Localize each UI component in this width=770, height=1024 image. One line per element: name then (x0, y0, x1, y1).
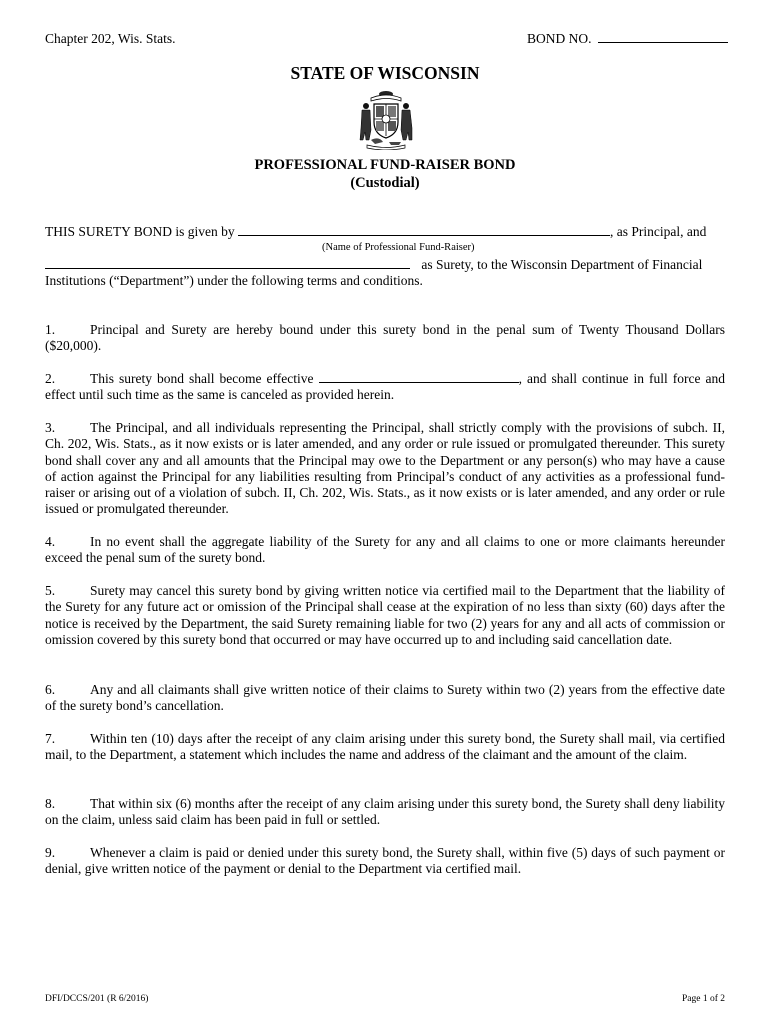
paragraph-number: 7. (45, 731, 56, 746)
paragraph-number: 6. (45, 682, 56, 697)
paragraph-text: Within ten (10) days after the receipt of any claim arising under this surety bond, the Surety shall mail, via certified mail, to the Department, a statement which includes the name and address of the claimant and the amount of the claim. (45, 731, 725, 763)
paragraph-number: 4. (45, 534, 56, 549)
form-title-block (0, 156, 770, 192)
paragraph-text-before: This surety bond shall become effective (90, 371, 314, 386)
surety-name-blank[interactable] (45, 257, 410, 269)
page-number: Page 1 of 2 (681, 994, 725, 1004)
paragraph-2 (45, 371, 725, 404)
principal-name-caption: (Name of Professional Fund-Raiser) (322, 242, 475, 253)
paragraph-text: Any and all claimants shall give written notice of their claims to Surety within two (2) years from the effective date of the surety bond’s cancellation. (45, 682, 725, 714)
bond-number-field[interactable] (527, 31, 728, 47)
paragraph-5 (45, 583, 725, 648)
form-id: DFI/DCCS/201 (R 6/2016) (45, 994, 149, 1004)
intro-line-1 (45, 224, 725, 240)
form-title: PROFESSIONAL FUND-RAISER BOND (254, 157, 516, 173)
bond-no-blank[interactable] (598, 31, 728, 43)
paragraph-3 (45, 420, 725, 518)
paragraph-text: Principal and Surety are hereby bound under this surety bond in the penal sum of Twenty Thousand Dollars ($20,000). (45, 322, 725, 354)
paragraph-9 (45, 845, 725, 878)
paragraph-1 (45, 322, 725, 355)
state-title: STATE OF WISCONSIN (290, 63, 480, 83)
paragraph-7 (45, 731, 725, 764)
paragraph-text: That within six (6) months after the receipt of any claim arising under this surety bond, the Surety shall deny liability on the claim, unless said claim has been paid in full or settled. (45, 796, 725, 828)
paragraph-text: Surety may cancel this surety bond by giving written notice via certified mail to the Department that the liability of the Surety for any future act or omission of the Principal shall cease at the expiration of no less than sixty (60) days after the notice is received by the Department, the said Surety remaining liable for two (2) years for any and all acts of commission or omission covered by this surety bond that occurred or may have occurred up to and including said cancellation date. (45, 583, 725, 647)
intro-text-2: , as Principal, and (610, 224, 707, 239)
paragraph-number: 5. (45, 583, 56, 598)
paragraph-number: 8. (45, 796, 56, 811)
intro-text-3: as Surety, to the Wisconsin Department of Financial (421, 257, 703, 272)
intro-text-1: THIS SURETY BOND is given by (45, 224, 235, 239)
principal-name-blank[interactable] (238, 224, 610, 236)
wisconsin-state-seal-icon (353, 88, 419, 150)
bond-no-label: BOND NO. (527, 31, 592, 46)
paragraph-4 (45, 534, 725, 567)
form-subtitle: (Custodial) (350, 175, 420, 191)
chapter-reference: Chapter 202, Wis. Stats. (45, 31, 176, 46)
intro-text-4: Institutions (“Department”) under the following terms and conditions. (45, 273, 423, 288)
paragraph-number: 2. (45, 371, 56, 386)
effective-date-blank[interactable] (319, 371, 519, 383)
paragraph-text-after: , and shall continue in full force and effect until such time as the same is canceled as provided herein. (45, 371, 726, 403)
paragraph-number: 9. (45, 845, 56, 860)
intro-line-2 (45, 257, 725, 273)
paragraph-number: 3. (45, 420, 56, 435)
paragraph-text: In no event shall the aggregate liability of the Surety for any and all claims to one or more claimants hereunder exceed the penal sum of the surety bond. (45, 534, 725, 566)
paragraph-number: 1. (45, 322, 56, 337)
paragraph-6 (45, 682, 725, 715)
paragraph-8 (45, 796, 725, 829)
paragraph-text: Whenever a claim is paid or denied under this surety bond, the Surety shall, within five (5) days of such payment or denial, give written notice of the payment or denial to the Department via certified mail. (45, 845, 725, 877)
paragraph-text: The Principal, and all individuals representing the Principal, shall strictly comply with the provisions of subch. II, Ch. 202, Wis. Stats., as it now exists or is later amended, and any order or rule issued or promulgated thereunder. This surety bond shall cover any and all amounts that the Principal may owe to the Department or any person(s) who may have a cause of action against the Principal for any liabilities resulting from Principal’s conduct of any activities as a professional fund-raiser or arising out of a violation of subch. II, Ch. 202, Wis. Stats., as it now exists or is later amended, and any order or rule issued or promulgated thereunder. (45, 420, 725, 517)
